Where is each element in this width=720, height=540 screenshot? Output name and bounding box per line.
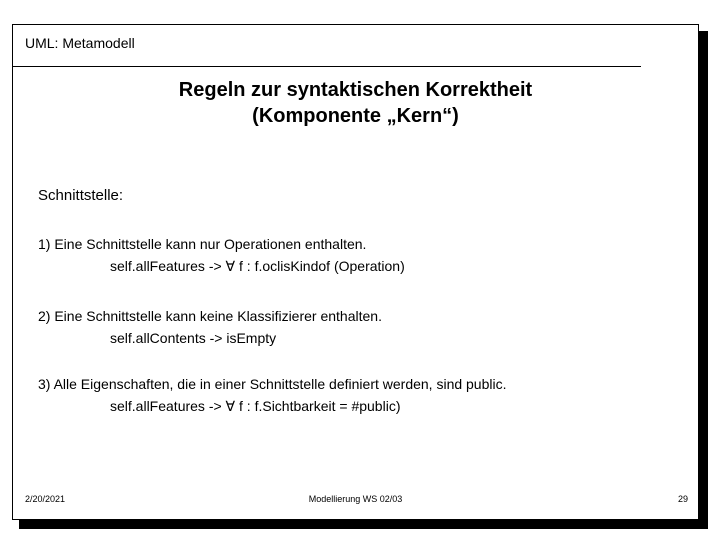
slide <box>12 24 699 520</box>
rule-ocl-expression: self.allFeatures -> ∀ f : f.Sichtbarkeit = #public) <box>110 398 401 414</box>
footer-page-number: 29 <box>677 494 688 504</box>
rule-item-1 <box>38 233 405 277</box>
slide-title-line-1: Regeln zur syntaktischen Korrektheit <box>178 79 533 101</box>
footer-course: Modellierung WS 02/03 <box>308 494 403 504</box>
rule-item-3 <box>38 373 507 417</box>
rule-text: 3) Alle Eigenschaften, die in einer Schnittstelle definiert werden, sind public. <box>38 376 507 392</box>
section-heading: Schnittstelle: <box>38 187 124 204</box>
slide-header-label: UML: Metamodell <box>25 35 135 51</box>
rule-ocl-expression: self.allFeatures -> ∀ f : f.oclisKindof (Operation) <box>110 258 405 274</box>
rule-text: 2) Eine Schnittstelle kann keine Klassifizierer enthalten. <box>38 308 382 324</box>
slide-title <box>13 77 698 129</box>
footer-date: 2/20/2021 <box>25 494 66 504</box>
rule-item-2 <box>38 305 382 349</box>
slide-title-line-2: (Komponente „Kern“) <box>252 105 459 127</box>
rule-ocl-expression: self.allContents -> isEmpty <box>110 330 277 346</box>
rule-text: 1) Eine Schnittstelle kann nur Operationen enthalten. <box>38 236 367 252</box>
header-divider <box>13 66 641 67</box>
